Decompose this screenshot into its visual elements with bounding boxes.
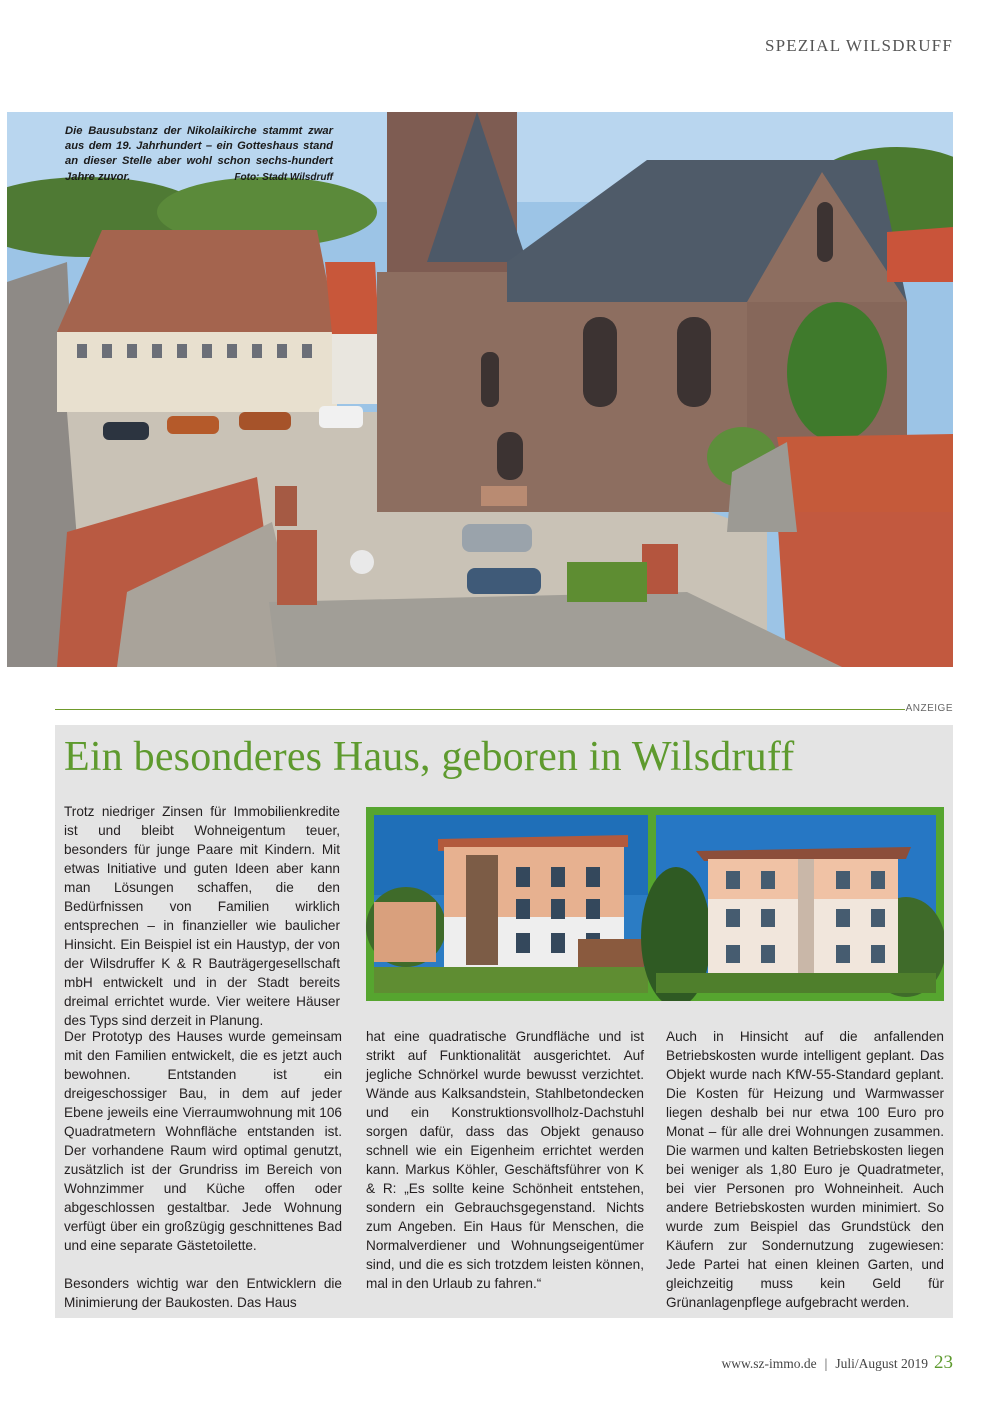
house-photo-right [641,815,944,1001]
ad-column-3 [666,1027,944,1331]
advertisement-label: ANZEIGE [905,703,953,714]
page-footer [722,1352,953,1374]
col1-paragraph-2: Besonders wichtig war den Entwicklern die Minimierung der Baukosten. Das Haus [64,1276,342,1310]
church-photo [7,112,953,667]
ad-headline: Ein besonderes Haus, geboren in Wilsdruff [64,734,795,780]
ad-column-1 [64,1027,342,1331]
photo-caption [65,124,333,185]
ad-column-2 [366,1027,644,1312]
footer-issue: Juli/August 2019 [835,1356,928,1371]
photo-credit: Foto: Stadt Wilsdruff [234,171,333,183]
divider-line [55,709,905,710]
col1-paragraph-1: Der Prototyp des Hauses wurde gemeinsam mit den Familien entwickelt, die es jetzt auch bewohnen. Entstanden ist ein dreigeschossiger Bau, in dem auf jeder Ebene jeweils eine Vierraumwohnung mit 106 Quadratmetern Wohnfläche entstanden ist. Der vorhandene Raum wird optimal genutzt, zusätzlich ist der Grundriss im Bereich von Wohnzimmer und Küche offen oder abgeschlossen gestaltbar. Jede Wohnung verfügt über ein großzügig geschnittenes Bad und eine separate Gästetoilette. [64,1029,342,1253]
intro-paragraph: Trotz niedriger Zinsen für Immobilienkredite ist und bleibt Wohneigentum teuer, besonders für junge Paare mit Kindern. Mit etwas Initiative und guten Ideen aber kann man Lösungen schaffen, die den Bedürfnissen von Familien wirklich entsprechen – in finanzieller wie baulicher Hinsicht. Ein Beispiel ist ein Haustyp, der von der Wilsdruffer K & R Bauträgergesellschaft mbH entwickelt und in der Stadt bereits dreimal errichtet wurde. Vier weitere Häuser des Typs sind derzeit in Planung. [64,804,340,1028]
house-photos [366,807,944,1001]
page-number: 23 [934,1352,953,1373]
col3-paragraph: Auch in Hinsicht auf die anfallenden Betriebskosten wurde intelligent geplant. Das Objekt wurde nach KfW-55-Standard geplant. Die Kosten für Heizung und Warmwasser liegen deshalb bei nur etwa 100 Euro pro Monat – für alle drei Wohnungen zusammen. Die warmen und kalten Betriebskosten liegen bei weniger als 1,80 Euro je Quadratmeter, bei vier Personen pro Wohneinheit. Auch andere Betriebskosten wurden minimiert. So wurde zum Beispiel das Grundstück den Käufern zur Sondernutzung zugewiesen: Jede Partei hat einen kleinen Garten, und gleichzeitig muss kein Geld für Grünanlagenpflege aufgebracht werden. [666,1029,944,1310]
footer-website: www.sz-immo.de [721,1356,817,1371]
ad-intro-text [64,802,340,1049]
house-photo-left [366,815,648,993]
caption-text: Die Bausubstanz der Nikolaikirche stammt zwar aus dem 19. Jahrhundert – ein Gotteshaus stand an dieser Stelle aber wohl schon sechs-hundert Jahre zuvor. [65,125,333,183]
col2-paragraph: hat eine quadratische Grundfläche und ist strikt auf Funktionalität ausgerichtet. Auf jegliche Schnörkel wurde bewusst verzichtet. Wände aus Kalksandstein, Stahlbetondecken und ein Konstruktionsvollholz-Dachstuhl sorgen dafür, dass das Objekt genauso schnell wie ein Eigenheim errichtet werden kann. Markus Köhler, Geschäftsführer von K & R: „Es sollte keine Schönheit entstehen, sondern ein Gebrauchsgegenstand. Nichts zum Angeben. Ein Haus für Menschen, die Normalverdiener und Wohnungseigentümer sind, und die es sich trotzdem leisten können, mal in den Urlaub zu fahren.“ [366,1029,644,1291]
section-header: SPEZIAL WILSDRUFF [764,36,953,55]
footer-separator: | [824,1356,828,1371]
